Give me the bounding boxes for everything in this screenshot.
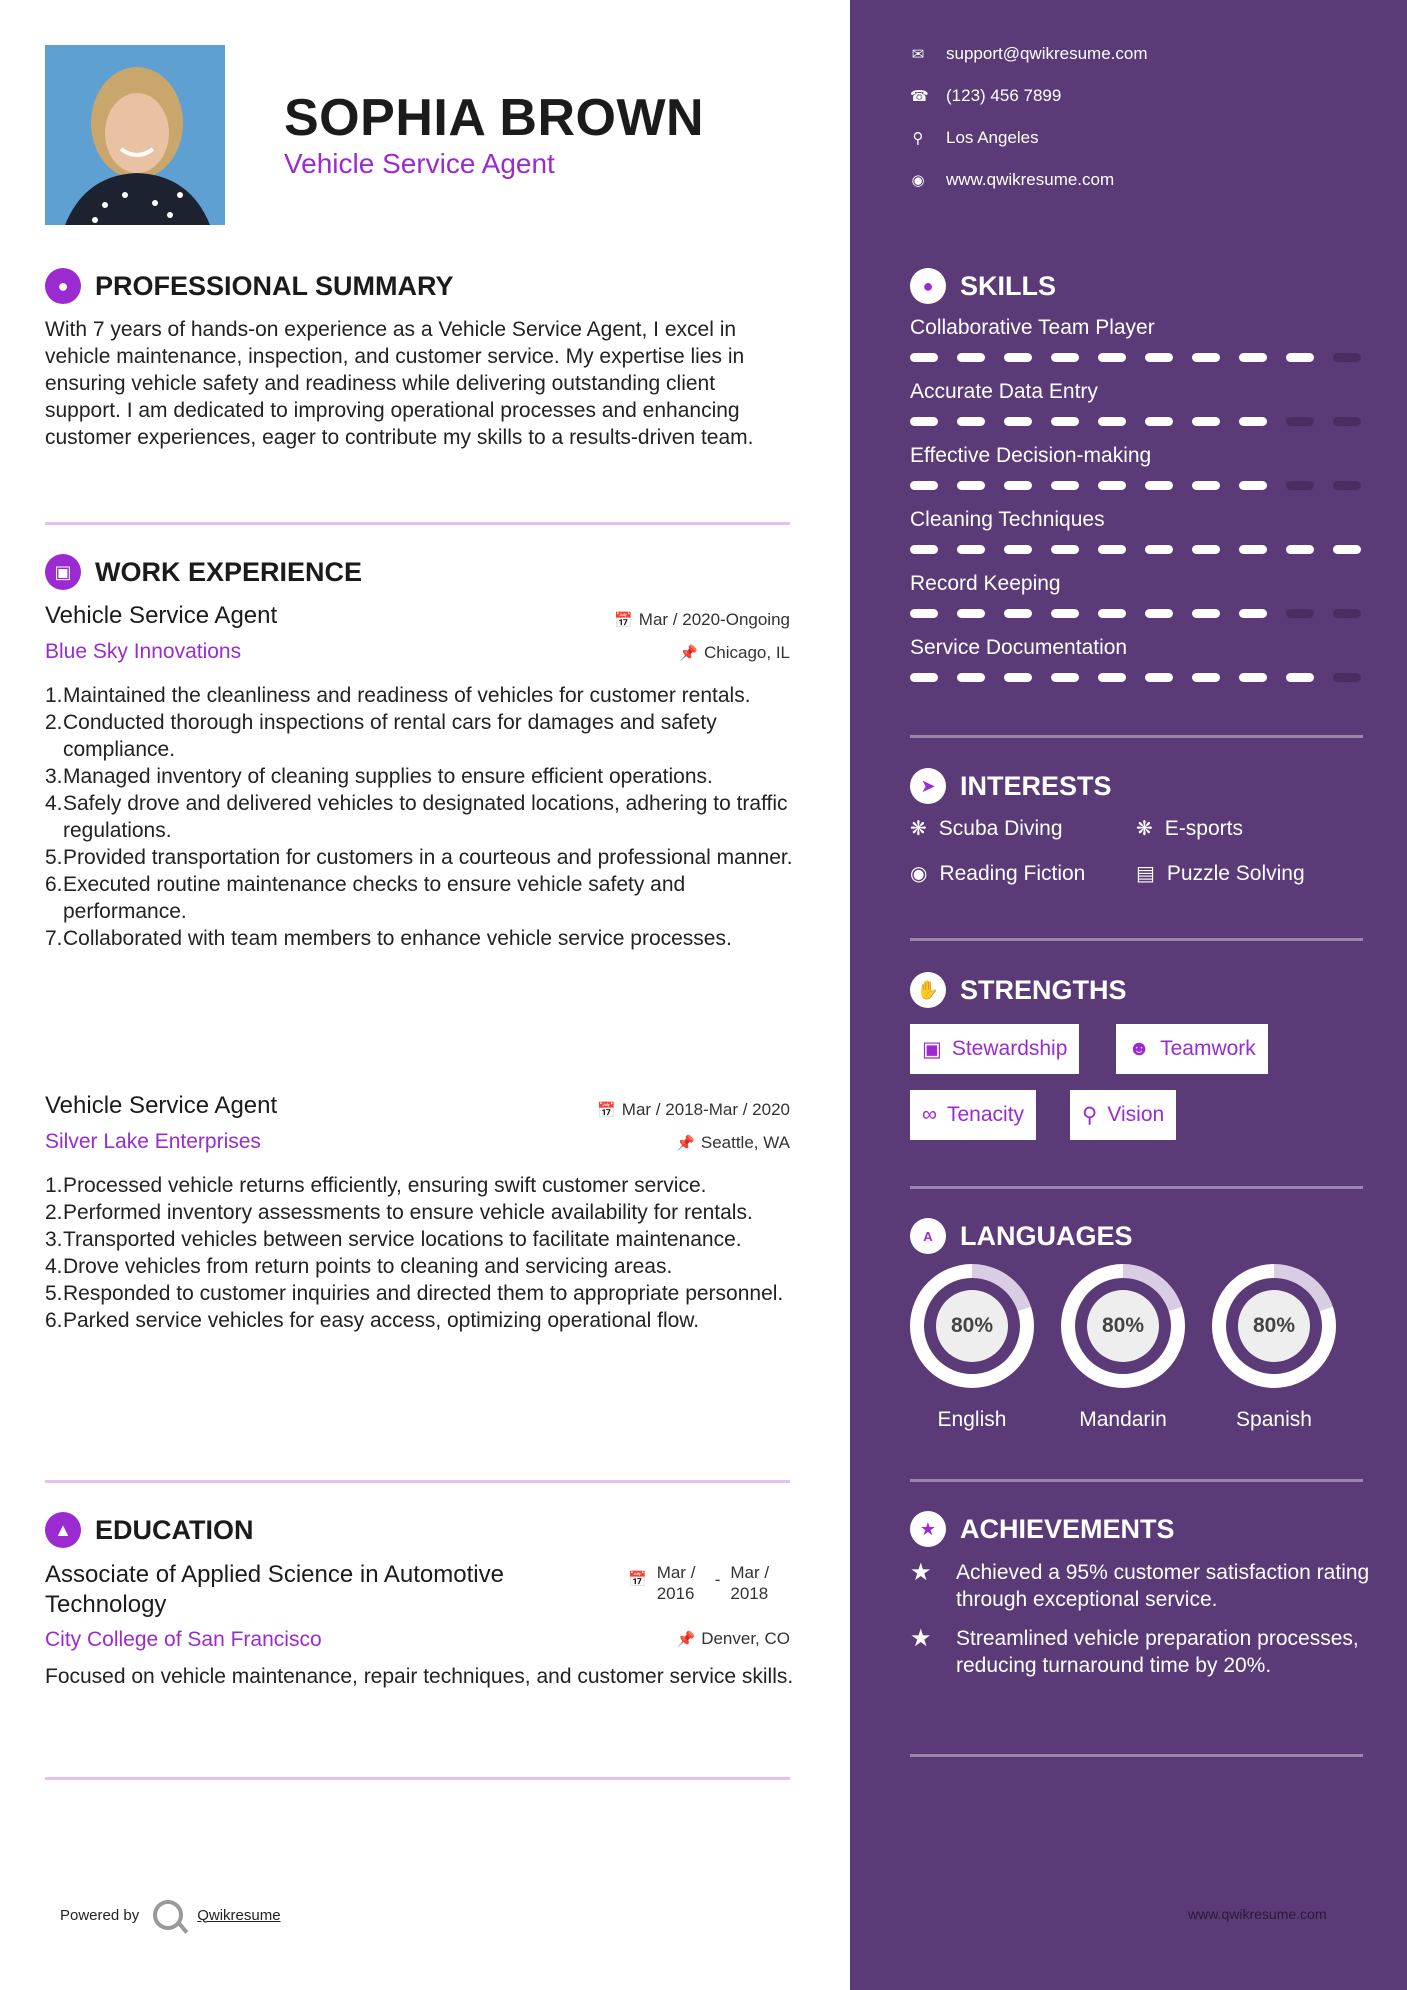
skill-level-segment (1239, 353, 1267, 362)
skill-level-segment (1286, 609, 1314, 618)
star-badge-icon: ★ (910, 1511, 946, 1547)
skill-level-segment (1098, 609, 1126, 618)
contact-phone[interactable]: ☎ (123) 456 7899 (910, 86, 1062, 105)
skill-level-segment (1333, 545, 1361, 554)
education-dates: 📅 Mar / 2016 - Mar / 2018 (628, 1563, 770, 1603)
lifebuoy-icon: ❋ (910, 818, 927, 840)
skill-level-segment (1051, 545, 1079, 554)
achievements-title: ACHIEVEMENTS (960, 1513, 1175, 1544)
footer-branding (60, 1900, 281, 1930)
list-item: 4. Safely drove and delivered vehicles to designated locations, adhering to traffic regulations. (45, 792, 788, 842)
skill-level-segment (1286, 481, 1314, 490)
language-percent: 80% (936, 1290, 1008, 1362)
language-ring (1061, 1264, 1185, 1388)
skill-level-segment (1145, 481, 1173, 490)
languages-title: LANGUAGES (960, 1220, 1133, 1251)
list-item: 2. Performed inventory assessments to ensure vehicle availability for rentals. (45, 1201, 753, 1224)
skill-level-segment (1004, 545, 1032, 554)
job-company: Silver Lake Enterprises (45, 1130, 261, 1153)
paper-plane-icon: ➤ (910, 768, 946, 804)
list-item: 4. Drove vehicles from return points to cleaning and servicing areas. (45, 1255, 673, 1278)
languages-heading (910, 1218, 1133, 1254)
footer-site[interactable]: www.qwikresume.com (1188, 1906, 1327, 1922)
skill-level-segment (1286, 417, 1314, 426)
job-date: 📅 Mar / 2020-Ongoing (614, 610, 790, 629)
skill-level-segment (1004, 673, 1032, 682)
skill-level-segment (1145, 353, 1173, 362)
interest-item: ❋ E-sports (1136, 816, 1243, 840)
language-name: Spanish (1236, 1408, 1312, 1431)
divider (910, 1479, 1363, 1482)
divider (910, 1186, 1363, 1189)
skill-level-segment (910, 609, 938, 618)
skill-level-segment (1286, 353, 1314, 362)
sidebar (850, 0, 1407, 1990)
skill-name: Effective Decision-making (910, 444, 1152, 467)
envelope-icon: ✉ (911, 46, 925, 63)
skill-level-segment (957, 481, 985, 490)
divider (910, 735, 1363, 738)
calendar-icon: 📅 (628, 1571, 647, 1588)
skills-title: SKILLS (960, 270, 1057, 301)
strength-badge: ☻ Teamwork (1116, 1024, 1268, 1074)
skill-level-segment (1098, 545, 1126, 554)
skill-level-segment (1239, 673, 1267, 682)
list-item: 3. Transported vehicles between service locations to facilitate maintenance. (45, 1228, 742, 1251)
graduation-cap-icon: ▲ (45, 1512, 81, 1548)
skill-level-segment (1051, 609, 1079, 618)
job-date: 📅 Mar / 2018-Mar / 2020 (597, 1100, 790, 1119)
powered-by-label: Powered by (60, 1906, 140, 1924)
skill-level-segment (1239, 481, 1267, 490)
achievement-item: ★ Achieved a 95% customer satisfaction rating through exceptional service. (910, 1559, 1370, 1611)
job-location: 📌 Seattle, WA (676, 1133, 790, 1152)
user-icon: ● (45, 268, 81, 304)
skill-level-segment (910, 417, 938, 426)
skill-level-segment (1239, 609, 1267, 618)
skill-level-segment (1192, 481, 1220, 490)
skill-level-segment (1098, 353, 1126, 362)
interests-title: INTERESTS (960, 770, 1112, 801)
language-ring (1212, 1264, 1336, 1388)
skill-name: Collaborative Team Player (910, 316, 1155, 339)
divider (45, 1480, 790, 1483)
skill-level-segment (957, 417, 985, 426)
contact-website[interactable]: ◉ www.qwikresume.com (911, 170, 1115, 189)
translate-icon: A (910, 1218, 946, 1254)
divider (45, 1777, 790, 1780)
skill-level-segment (1051, 353, 1079, 362)
skill-level-segment (1051, 673, 1079, 682)
skill-level-bar (910, 353, 1361, 362)
skill-level-segment (1145, 609, 1173, 618)
calendar-icon: 📅 (614, 612, 633, 629)
divider (910, 1754, 1363, 1757)
skill-name: Accurate Data Entry (910, 380, 1098, 403)
skill-level-segment (1145, 673, 1173, 682)
language-percent: 80% (1238, 1290, 1310, 1362)
book-icon: ▤ (1136, 863, 1155, 885)
education-title: EDUCATION (95, 1514, 254, 1545)
skill-level-segment (1286, 673, 1314, 682)
summary-heading (45, 268, 454, 304)
pin-icon: 📌 (679, 645, 698, 662)
map-pin-icon: ⚲ (912, 130, 924, 147)
achievement-item: ★ Streamlined vehicle preparation processes, reducing turnaround time by 20%. (910, 1625, 1359, 1677)
school-location: 📌 Denver, CO (676, 1629, 790, 1648)
skill-level-segment (1192, 673, 1220, 682)
skill-level-bar (910, 545, 1361, 554)
education-description: Focused on vehicle maintenance, repair techniques, and customer service skills. (45, 1665, 794, 1688)
users-icon: ☻ (1128, 1037, 1151, 1060)
skill-level-segment (1051, 417, 1079, 426)
degree-title: Associate of Applied Science in Automotive Technology (45, 1561, 504, 1618)
skills-heading (910, 268, 1056, 304)
contact-location: ⚲ Los Angeles (910, 128, 1039, 148)
achievements-heading (910, 1511, 1175, 1547)
skill-level-segment (1098, 417, 1126, 426)
language-item (910, 1264, 1034, 1432)
skill-level-bar (910, 481, 1361, 490)
list-item: 6. Executed routine maintenance checks to ensure vehicle safety and performance. (45, 873, 686, 923)
list-item: 5. Responded to customer inquiries and directed them to appropriate personnel. (45, 1282, 784, 1305)
skill-level-segment (957, 353, 985, 362)
briefcase-icon: ▣ (922, 1037, 942, 1061)
pin-icon: 📌 (676, 1631, 696, 1648)
skill-name: Record Keeping (910, 572, 1061, 595)
language-name: Mandarin (1079, 1408, 1167, 1431)
job-title: Vehicle Service Agent (45, 1092, 278, 1119)
strengths-heading (910, 972, 1127, 1008)
strengths-title: STRENGTHS (960, 974, 1127, 1005)
list-item: 5. Provided transportation for customers in a courteous and professional manner. (45, 846, 793, 869)
job-duties (45, 682, 795, 952)
summary-title: PROFESSIONAL SUMMARY (95, 270, 454, 301)
list-item: 2. Conducted thorough inspections of rental cars for damages and safety compliance. (45, 711, 717, 761)
skill-level-segment (1192, 353, 1220, 362)
candidate-role: Vehicle Service Agent (284, 148, 555, 179)
job-company: Blue Sky Innovations (45, 640, 242, 663)
interest-item: ▤ Puzzle Solving (1136, 861, 1305, 885)
skill-level-segment (1333, 481, 1361, 490)
skill-level-segment (1004, 417, 1032, 426)
school-name: City College of San Francisco (45, 1628, 322, 1651)
list-item: 1. Processed vehicle returns efficiently, ensuring swift customer service. (45, 1174, 707, 1197)
list-item: 7. Collaborated with team members to enhance vehicle service processes. (45, 927, 732, 950)
skill-level-bar (910, 609, 1361, 618)
skill-level-segment (910, 673, 938, 682)
summary-text: With 7 years of hands-on experience as a Vehicle Service Agent, I excel in vehicle maintenance, inspection, and customer service. My expertise lies in ensuring vehicle safety and readiness while delivering outstanding client support. I am dedicated to improving operational processes and enhancing customer experiences, eager to contribute my skills to a results-driven team. (45, 318, 754, 449)
contact-email[interactable]: ✉ support@qwikresume.com (911, 44, 1148, 63)
skill-level-segment (957, 673, 985, 682)
candidate-name: SOPHIA BROWN (284, 89, 705, 147)
skill-level-segment (910, 353, 938, 362)
list-item: 3. Managed inventory of cleaning supplies to ensure efficient operations. (45, 765, 713, 788)
skill-level-segment (1145, 545, 1173, 554)
skill-level-segment (1333, 609, 1361, 618)
job-title: Vehicle Service Agent (45, 602, 278, 629)
gamepad-icon: ◉ (910, 863, 928, 885)
skill-level-segment (1239, 545, 1267, 554)
language-ring (910, 1264, 1034, 1388)
shooting-star-icon: ★ (910, 1559, 932, 1586)
lightbulb-icon: ● (910, 268, 946, 304)
strength-badge: ▣ Stewardship (910, 1024, 1079, 1074)
skill-level-segment (1098, 673, 1126, 682)
skill-level-segment (1333, 417, 1361, 426)
chair-icon: ▣ (45, 554, 81, 590)
skill-level-segment (957, 609, 985, 618)
skill-level-bar (910, 673, 1361, 682)
skill-level-segment (1004, 609, 1032, 618)
language-item (1212, 1264, 1336, 1432)
skill-level-segment (1192, 545, 1220, 554)
link-icon: ∞ (922, 1103, 937, 1126)
language-percent: 80% (1087, 1290, 1159, 1362)
skill-level-bar (910, 417, 1361, 426)
interest-item: ◉ Reading Fiction (910, 861, 1086, 885)
language-name: English (937, 1408, 1007, 1431)
shooting-star-icon: ★ (910, 1625, 932, 1652)
interest-item: ❋ Scuba Diving (910, 816, 1063, 840)
globe-icon: ◉ (911, 172, 925, 189)
language-item (1061, 1264, 1185, 1432)
job-duties (45, 1172, 795, 1334)
skill-level-segment (910, 545, 938, 554)
divider (45, 522, 790, 525)
phone-icon: ☎ (910, 88, 929, 105)
skill-level-segment (1192, 609, 1220, 618)
skill-name: Service Documentation (910, 636, 1128, 659)
strength-badge: ⚲ Vision (1070, 1090, 1176, 1140)
skill-name: Cleaning Techniques (910, 508, 1105, 531)
skill-level-segment (957, 545, 985, 554)
binoculars-icon: ⚲ (1082, 1103, 1098, 1127)
divider (910, 938, 1363, 941)
profile-photo (45, 45, 225, 225)
skill-level-segment (1051, 481, 1079, 490)
qwikresume-logo-icon (153, 1900, 183, 1930)
skill-level-segment (1239, 417, 1267, 426)
fist-icon: ✋ (910, 972, 946, 1008)
list-item: 1. Maintained the cleanliness and readiness of vehicles for customer rentals. (45, 684, 751, 707)
skill-level-segment (1098, 481, 1126, 490)
education-heading (45, 1512, 254, 1548)
experience-title: WORK EXPERIENCE (95, 556, 363, 587)
skill-level-segment (1192, 417, 1220, 426)
calendar-icon: 📅 (597, 1102, 616, 1119)
skill-level-segment (1286, 545, 1314, 554)
job-location: 📌 Chicago, IL (679, 643, 790, 662)
lifebuoy-icon: ❋ (1136, 818, 1153, 840)
skill-level-segment (1145, 417, 1173, 426)
experience-heading (45, 554, 362, 590)
pin-icon: 📌 (676, 1135, 695, 1152)
skill-level-segment (1004, 353, 1032, 362)
skill-level-segment (1333, 353, 1361, 362)
strength-badge: ∞ Tenacity (910, 1090, 1036, 1140)
brand-link[interactable]: Qwikresume (197, 1906, 281, 1924)
interests-heading (910, 768, 1112, 804)
skill-level-segment (910, 481, 938, 490)
skill-level-segment (1333, 673, 1361, 682)
skill-level-segment (1004, 481, 1032, 490)
list-item: 6. Parked service vehicles for easy access, optimizing operational flow. (45, 1309, 700, 1332)
